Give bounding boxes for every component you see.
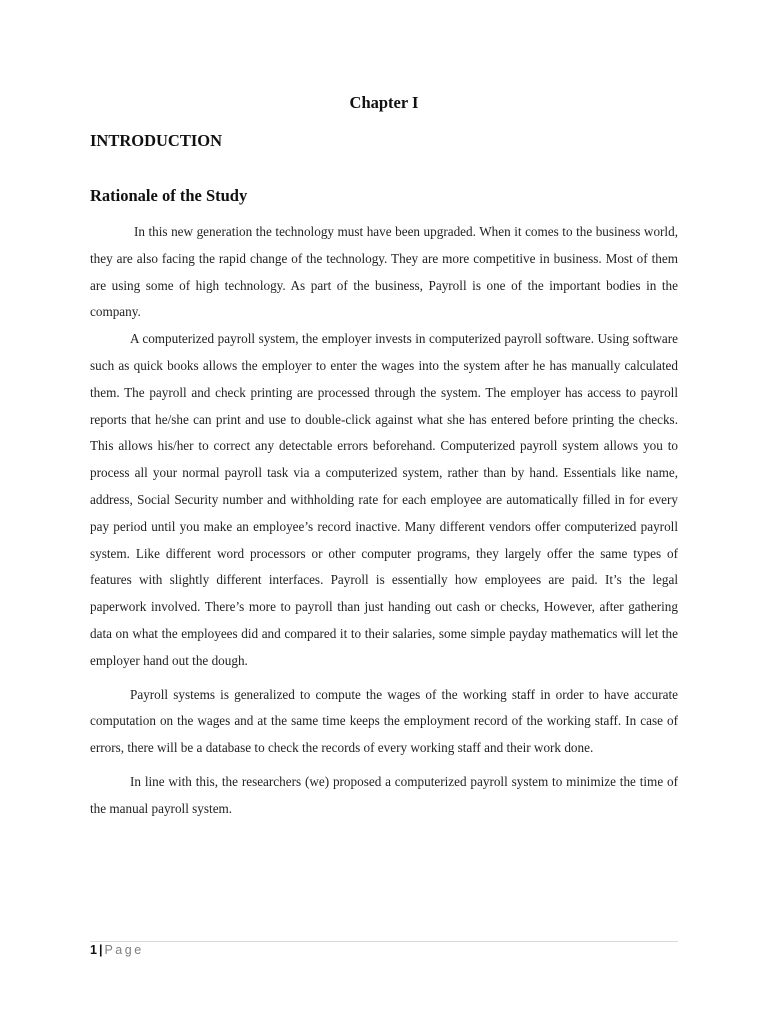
subsection-heading: Rationale of the Study xyxy=(90,186,248,205)
body-text xyxy=(90,219,678,823)
document-page xyxy=(90,0,678,1024)
page-label: Page xyxy=(104,943,144,957)
paragraph-4: In line with this, the researchers (we) proposed a computerized payroll system to minimize the time of the manual payroll system. xyxy=(90,773,678,816)
footer-divider xyxy=(90,941,678,942)
paragraph-3: Payroll systems is generalized to compute the wages of the working staff in order to have accurate computation on the wages and at the same time keeps the employment record of the working staff. In case of errors, there will be a database to check the records of every working staff and their work done. xyxy=(90,686,678,756)
paragraph-1: In this new generation the technology must have been upgraded. When it comes to the business world, they are also facing the rapid change of the technology. They are more competitive in business. Most of them are using some of high technology. As part of the business, Payroll is one of the important bodies in the company. xyxy=(90,224,678,320)
section-heading: INTRODUCTION xyxy=(90,131,223,150)
chapter-heading: Chapter I xyxy=(349,93,419,112)
page-number: 1 xyxy=(90,943,97,957)
footer-separator: | xyxy=(98,943,103,957)
page-footer xyxy=(90,943,144,957)
paragraph-2: A computerized payroll system, the employer invests in computerized payroll software. Using software such as quick books allows the employer to enter the wages into the system after he has manually calculated them. The payroll and check printing are processed through the system. The employer has access to payroll reports that he/she can print and use to double-click against what she has entered before printing the checks. This allows his/her to correct any detectable errors beforehand. Computerized payroll system allows you to process all your normal payroll task via a computerized system, rather than by hand. Essentials like name, address, Social Security number and withholding rate for each employee are automatically filled in for every pay period until you make an employee’s record inactive. Many different vendors offer computerized payroll system. Like different word processors or other computer programs, they largely offer the same types of features with slightly different interfaces. Payroll is essentially how employees are paid. It’s the legal paperwork involved. There’s more to payroll than just handing out cash or checks, However, after gathering data on what the employees did and compared it to their salaries, some simple payday mathematics will let the employer hand out the dough. xyxy=(90,331,678,668)
